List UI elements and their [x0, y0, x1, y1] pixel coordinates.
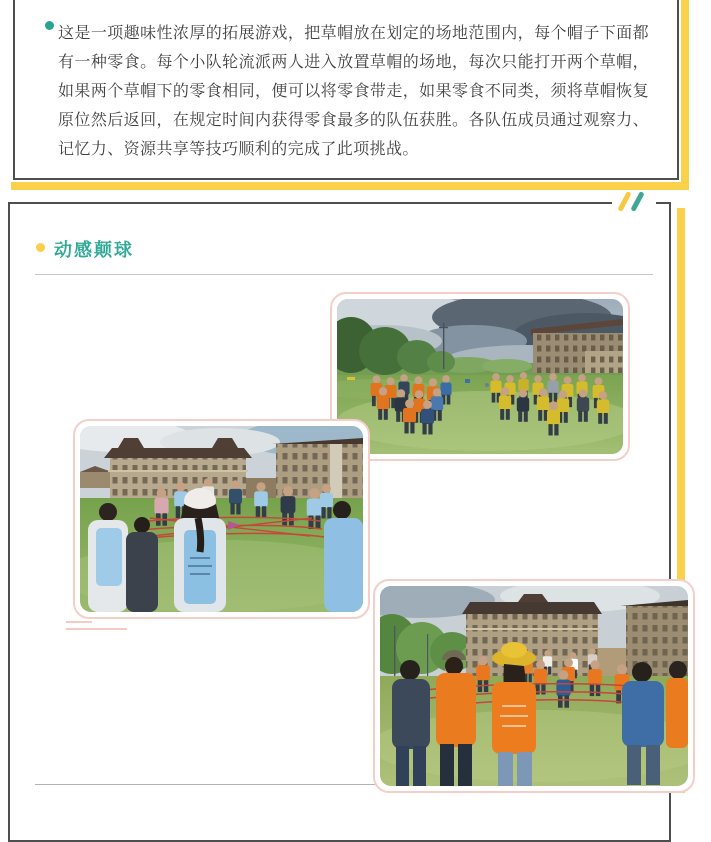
photo-scene-field	[337, 299, 623, 454]
activity-photo-2[interactable]	[73, 419, 370, 619]
intro-card-shadow-right	[681, 0, 689, 190]
activity-photo-1[interactable]	[330, 292, 630, 461]
activity-photo-3[interactable]	[373, 579, 695, 793]
intro-card	[13, 0, 679, 180]
intro-card-shadow-bottom	[11, 182, 688, 190]
photo-image	[380, 586, 688, 786]
section-title: 动感颠球	[54, 240, 134, 260]
divider	[35, 274, 653, 275]
intro-paragraph: 这是一项趣味性浓厚的拓展游戏，把草帽放在划定的场地范围内，每个帽子下面都有一种零食。每个小队轮流派两人进入放置草帽的场地，每次只能打开两个草帽，如果两个草帽下的零食相同，便可以将零食带走，如果零食不同类，须将草帽恢复原位然后返回，在规定时间内获得零食最多的队伍获胜。各队伍成员通过观察力、记忆力、资源共享等技巧顺利的完成了此项挑战。	[58, 25, 649, 158]
yellow-dot-icon	[36, 243, 45, 252]
teal-dot-icon	[45, 21, 54, 30]
decorative-pink-line	[66, 621, 92, 623]
photo-scene-orange-circle	[380, 586, 688, 786]
photo-image	[337, 299, 623, 454]
decorative-pink-line	[66, 628, 127, 630]
photo-image	[80, 426, 363, 612]
photo-scene-blue-circle	[80, 426, 363, 612]
